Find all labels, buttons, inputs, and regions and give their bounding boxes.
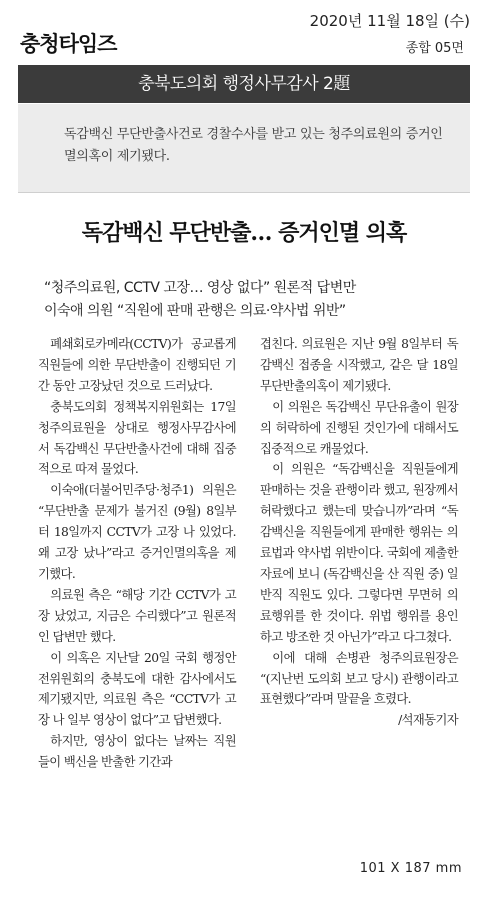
article-column-right [260,334,458,731]
page-number: 종합 05면 [405,41,464,56]
subheadline-1: “청주의료원, CCTV 고장… 영상 없다” 원론적 답변만 [44,280,356,296]
paragraph: 겹친다. 의료원은 지난 9월 8일부터 독감백신 접종을 시작했고, 같은 달 18일 무단반출의혹이 제기됐다. [260,337,458,393]
newspaper-clipping [8,4,480,895]
summary-box [18,104,470,193]
paragraph: 폐쇄회로카메라(CCTV)가 공교롭게 직원들에 의한 무단반출이 진행되던 기간 동안 고장났던 것으로 드러났다. [38,337,236,393]
paragraph: 이 의혹은 지난달 20일 국회 행정안전위원회의 충북도에 대한 감사에서도 제기됐지만, 의료원 측은 “CCTV가 고장 나 일부 영상이 없다”고 답변했다. [38,650,236,728]
paragraph: 충북도의회 정책복지위원회는 17일 청주의료원을 상대로 행정사무감사에서 독감백신 무단반출사건에 대해 집중적으로 따져 물었다. [38,399,236,477]
byline: /석재동기자 [398,713,458,728]
clipping-header [8,4,480,62]
paragraph: 이에 대해 손병관 청주의료원장은 “(지난번 도의회 보고 당시) 관행이라고 표현했다”라며 말끝을 흐렸다. [260,650,458,707]
series-title: 충북도의회 행정사무감사 2題 [138,74,350,94]
article-column-left [38,334,236,773]
paragraph: 의료원 측은 “해당 기간 CCTV가 고장 났었고, 지금은 수리했다”고 원론적인 답변만 했다. [38,587,236,644]
summary-text: 독감백신 무단반출사건로 경찰수사를 받고 있는 청주의료원의 증거인멸의혹이 제기됐다. [64,127,443,164]
paragraph: 이 의원은 “독감백신을 직원들에게 판매하는 것을 관행이라 했고, 원장께서 허락했다고 했는데 맞습니까”라며 “독감백신을 직원들에게 판매한 행위는 의료법과 약사법 위반이다. 국회에 제출한 자료에 보니 (독감백신을 산 직원 중) 일반직 직원도 있다. 그렇다면 무면허 의료행위를 한 것이다. 위법 행위를 용인하고 방조한 것 아닌가”라고 다그쳤다. [260,462,458,644]
publication-date: 2020년 11월 18일 (수) [309,12,470,30]
subheadline-2: 이숙애 의원 “직원에 판매 관행은 의료·약사법 위반” [44,303,346,319]
article-size: 101 X 187 mm [359,861,462,876]
paragraph: 이숙애(더불어민주당·청주1) 의원은 “무단반출 문제가 불거진 (9월) 8일부터 18일까지 CCTV가 고장 나 있었다. 왜 고장 났나”라고 증거인멸의혹을 제기했다. [38,483,236,581]
paragraph: 하지만, 영상이 없다는 날짜는 직원들이 백신을 반출한 기간과 [38,734,236,770]
newspaper-logo: 충청타임즈 [20,32,117,56]
series-title-bar [18,65,470,103]
paragraph: 이 의원은 독감백신 무단유출이 원장의 허락하에 진행된 것인가에 대해서도 집중적으로 캐물었다. [260,399,458,456]
headline: 독감백신 무단반출… 증거인멸 의혹 [81,220,407,246]
